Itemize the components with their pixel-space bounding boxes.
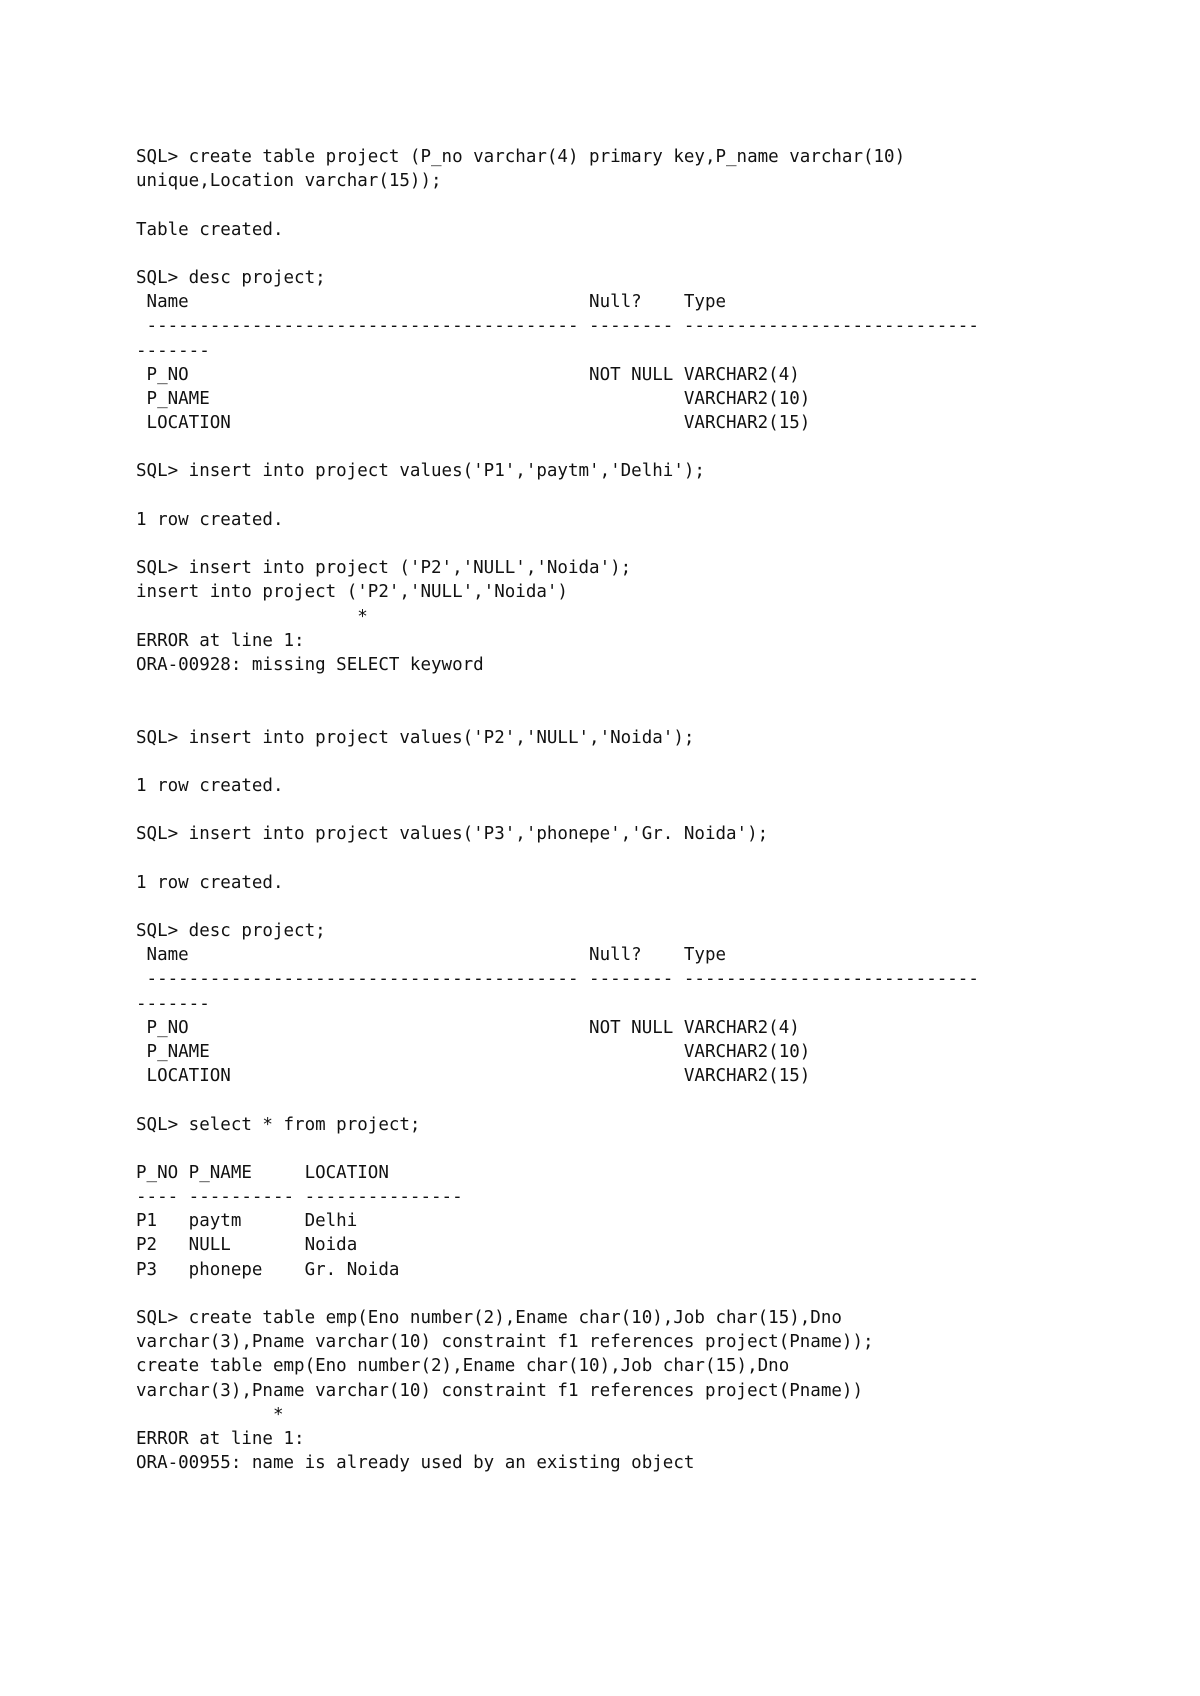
output-line: ORA-00955: name is already used by an existing object	[136, 1453, 695, 1474]
output-line: varchar(3),Pname varchar(10) constraint f1 references project(Pname))	[136, 1380, 863, 1401]
output-line: ERROR at line 1:	[136, 1428, 305, 1449]
output-line: Name Null? Type	[136, 945, 727, 966]
output-line	[136, 1088, 979, 1112]
output-line: SQL> select * from project;	[136, 1114, 421, 1135]
output-line: P1 paytm Delhi	[136, 1211, 358, 1232]
sql-console-output	[136, 145, 979, 1475]
output-line: LOCATION VARCHAR2(15)	[136, 413, 811, 434]
output-line: SQL> insert into project values('P1','paytm','Delhi');	[136, 461, 705, 482]
output-line: *	[136, 1404, 284, 1425]
output-line: ERROR at line 1:	[136, 630, 305, 651]
output-line	[136, 193, 979, 217]
output-line	[136, 1137, 979, 1161]
output-line	[136, 895, 979, 919]
output-line: Table created.	[136, 219, 284, 240]
output-line	[136, 750, 979, 774]
output-line: create table emp(Eno number(2),Ename char(10),Job char(15),Dno	[136, 1356, 790, 1377]
output-line	[136, 484, 979, 508]
output-line: P_NO NOT NULL VARCHAR2(4)	[136, 1017, 800, 1038]
output-line	[136, 846, 979, 870]
output-line: SQL> insert into project ('P2','NULL','Noida');	[136, 558, 632, 579]
output-line: SQL> insert into project values('P3','phonepe','Gr. Noida');	[136, 824, 769, 845]
output-line	[136, 677, 979, 701]
output-line: P_NO P_NAME LOCATION	[136, 1162, 389, 1183]
output-line: LOCATION VARCHAR2(15)	[136, 1066, 811, 1087]
output-line: ORA-00928: missing SELECT keyword	[136, 654, 484, 675]
output-line	[136, 532, 979, 556]
output-line	[136, 701, 979, 725]
output-line: insert into project ('P2','NULL','Noida')	[136, 582, 568, 603]
output-line	[136, 435, 979, 459]
output-line: SQL> desc project;	[136, 267, 326, 288]
output-line: SQL> create table project (P_no varchar(4) primary key,P_name varchar(10)	[136, 147, 906, 167]
output-line: 1 row created.	[136, 872, 284, 893]
output-line: ----------------------------------------- -------- ----------------------------	[136, 316, 979, 337]
output-line: P3 phonepe Gr. Noida	[136, 1259, 400, 1280]
output-line	[136, 1282, 979, 1306]
output-line: *	[136, 606, 368, 627]
output-line: SQL> desc project;	[136, 921, 326, 941]
output-line: ----------------------------------------- -------- ----------------------------	[136, 969, 979, 990]
output-line: -------	[136, 340, 210, 361]
output-line: P_NO NOT NULL VARCHAR2(4)	[136, 364, 800, 385]
output-line: 1 row created.	[136, 509, 284, 530]
output-line: P_NAME VARCHAR2(10)	[136, 1041, 811, 1062]
output-line: SQL> create table emp(Eno number(2),Ename char(10),Job char(15),Dno	[136, 1308, 842, 1328]
output-line	[136, 242, 979, 266]
output-line	[136, 798, 979, 822]
output-line: 1 row created.	[136, 775, 284, 796]
output-line: ---- ---------- ---------------	[136, 1187, 463, 1208]
output-line: -------	[136, 993, 210, 1014]
output-line: varchar(3),Pname varchar(10) constraint f1 references project(Pname));	[136, 1332, 874, 1353]
output-line: unique,Location varchar(15));	[136, 171, 442, 192]
output-line: P2 NULL Noida	[136, 1235, 358, 1256]
output-line: Name Null? Type	[136, 292, 727, 313]
output-line: P_NAME VARCHAR2(10)	[136, 388, 811, 409]
output-line: SQL> insert into project values('P2','NULL','Noida');	[136, 727, 695, 748]
